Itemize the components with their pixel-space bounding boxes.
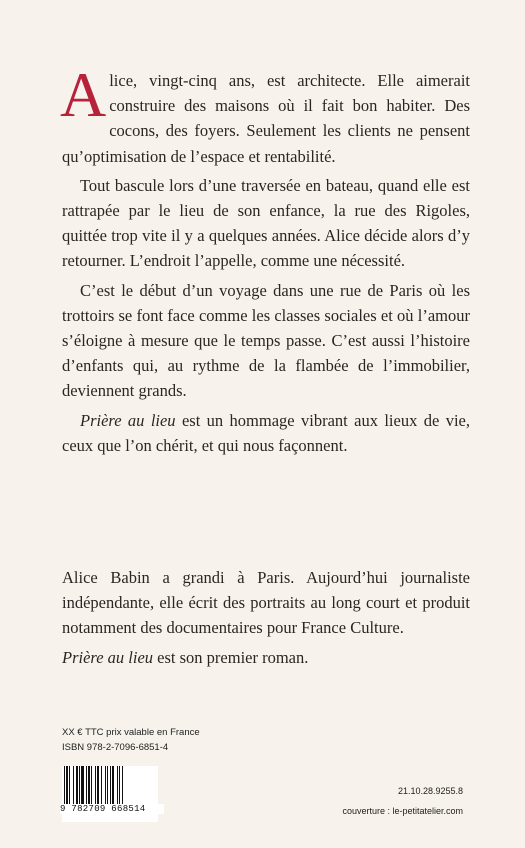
barcode-bar <box>88 766 90 806</box>
author-bio <box>62 565 470 670</box>
barcode-bar <box>119 766 120 806</box>
barcode-digits: 9 782709 668514 <box>60 804 164 814</box>
blurb-paragraph-1 <box>60 59 470 169</box>
drop-cap: A <box>60 59 107 130</box>
barcode-bar <box>101 766 102 806</box>
barcode-bar <box>76 766 78 806</box>
bio-book-title: Prière au lieu <box>62 647 154 667</box>
back-cover-blurb <box>60 59 470 458</box>
barcode-bar <box>107 766 108 806</box>
barcode-bar <box>73 766 74 806</box>
barcode-bar <box>81 766 84 806</box>
price-text: XX € TTC prix valable en France <box>62 727 200 738</box>
reference-code: 21.10.28.9255.8 <box>397 786 463 796</box>
blurb-paragraph-1-text: lice, vingt-cinq ans, est architecte. Elle aimerait construire des maisons où il fait bon habiter. Des cocons, des foyers. Seulement les clients ne pensent qu’optimisation de l’espace et rentabilité. <box>62 71 470 166</box>
barcode-bar <box>110 766 111 806</box>
bio-paragraph-2 <box>62 645 470 670</box>
barcode-bar <box>64 766 65 806</box>
barcode-bar <box>122 766 123 806</box>
isbn-text: ISBN 978-2-7096-6851-4 <box>62 742 169 753</box>
barcode-bar <box>91 766 92 806</box>
barcode-bar <box>105 766 106 806</box>
book-title: Prière au lieu <box>80 410 176 430</box>
price-block <box>62 725 200 755</box>
barcode-bar <box>97 766 99 806</box>
barcode-bar <box>86 766 87 806</box>
blurb-paragraph-4 <box>62 408 470 458</box>
barcode-bars <box>62 766 158 806</box>
barcode-bar <box>66 766 68 806</box>
barcode-bar <box>95 766 96 806</box>
barcode-bar <box>69 766 70 806</box>
blurb-paragraph-2: Tout bascule lors d’une traversée en bateau, quand elle est rattrapée par le lieu de son enfance, la rue des Rigoles, quittée trop vite il y a quelques années. Alice décide alors d’y retourner. L’endroit l’appelle, comme une nécessité. <box>62 175 470 271</box>
blurb-paragraph-4-text: est un hommage vibrant aux lieux de vie, ceux que l’on chérit, et qui nous façonnent. <box>62 410 470 455</box>
barcode-bar <box>79 766 80 806</box>
cover-credit: couverture : le-petitatelier.com <box>342 806 463 816</box>
blurb-paragraph-3: C’est le début d’un voyage dans une rue de Paris où les trottoirs se font face comme les classes sociales et où l’amour s’éloigne à mesure que le temps passe. C’est aussi l’histoire d’enfants qui, au rythme de la flambée de l’immobilier, deviennent grands. <box>62 280 470 401</box>
bio-paragraph-1: Alice Babin a grandi à Paris. Aujourd’hui journaliste indépendante, elle écrit des portraits au long court et produit notamment des documentaires pour France Culture. <box>62 568 470 638</box>
barcode-bar <box>117 766 118 806</box>
barcode-bar <box>112 766 114 806</box>
bio-paragraph-2-text: est son premier roman. <box>153 647 309 667</box>
